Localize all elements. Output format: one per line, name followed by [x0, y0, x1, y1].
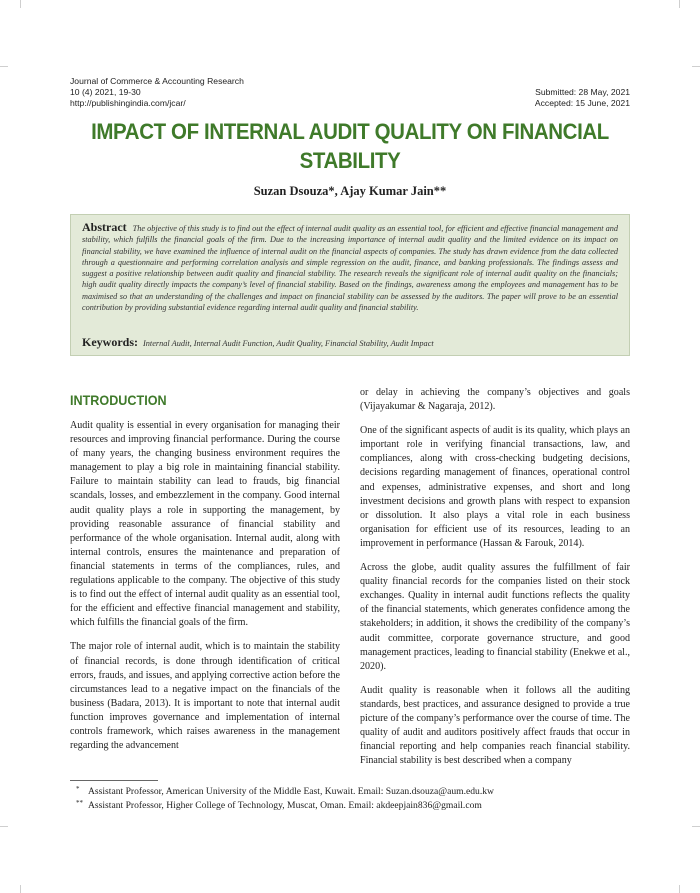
- journal-info: [70, 76, 350, 110]
- paragraph: Across the globe, audit quality assures the fulfillment of fair quality financial records for the companies listed on their stock exchanges. Quality in internal audit functions reflects the quality of the financial statements, which generates confidence among the stakeholders; in addition, it shows the credibility of the company’s audit committee, corporate governance structure, and good management practices, leading to financial stability (Enekwe et al., 2020).: [360, 562, 630, 672]
- abstract-label: Abstract: [82, 220, 127, 234]
- crop-mark: [679, 0, 680, 8]
- submission-dates: [430, 87, 630, 109]
- journal-issue: 10 (4) 2021, 19-30: [70, 87, 141, 98]
- crop-mark: [20, 0, 21, 8]
- footnote-text: Assistant Professor, American University of the Middle East, Kuwait. Email: Suzan.dsouza@aum.edu.kw: [88, 786, 494, 797]
- crop-mark: [692, 66, 700, 67]
- crop-mark: [692, 826, 700, 827]
- submitted-date: Submitted: 28 May, 2021: [535, 87, 630, 97]
- paragraph: Audit quality is reasonable when it follows all the auditing standards, best practices, and assurance designed to provide a true picture of the company’s performance over the course of time. The quality of audit and auditors positively affect frauds that occur in financial reporting and help companies reach financial stability. Financial stability is best described when a company: [360, 684, 630, 767]
- footnote-mark: *: [76, 785, 80, 793]
- footnote: [70, 799, 630, 813]
- abstract: [82, 222, 618, 313]
- keywords-text: Internal Audit, Internal Audit Function, Audit Quality, Financial Stability, Audit Impact: [143, 339, 434, 348]
- paper-title: [80, 117, 619, 175]
- keywords: [82, 335, 618, 350]
- author-list: Suzan Dsouza*, Ajay Kumar Jain**: [253, 184, 447, 198]
- paragraph: Audit quality is essential in every organisation for managing their resources and improving financial performance. During the course of many years, the changing business environment requires the management to play a big role in maintaining financial stability. Failure to maintain stability can lead to frauds, big financial scandals, losses, and embezzlement in the company. Good internal audit quality plays a role in supporting the management, by providing reasonable assurance of financial stability and performance of the whole organisation. Internal audit, along with internal controls, ensures the maintenance and preparation of financial statements in terms of the compliances, rules, and regulations applicable to the company. The objective of this study is to find out the effect of internal audit quality as an essential tool, for the efficient and effective financial management and stability, which fulfills the financial goals of the firm.: [70, 420, 340, 629]
- footnote: [70, 785, 630, 799]
- keywords-label: Keywords:: [82, 335, 138, 349]
- crop-mark: [0, 66, 8, 67]
- section-heading: INTRODUCTION: [70, 392, 167, 408]
- title-line: STABILITY: [299, 148, 401, 173]
- journal-name: Journal of Commerce & Accounting Research: [70, 76, 244, 86]
- footnote-mark: **: [76, 799, 83, 807]
- paragraph: One of the significant aspects of audit is its quality, which plays an important role in verifying financial transactions, law, and compliances, along with cross-checking budgeting decisions, decisions regarding management of finances, operational control and expenses, administrative expenses, and short and long investment decisions and growth plans with respect to expansion or dissolution. It also plays a vital role in each business organisation for efficient use of its resources, leading to an improvement in performance (Hassan & Farouk, 2014).: [360, 425, 630, 549]
- footnote-divider: [70, 780, 158, 781]
- journal-url[interactable]: http://publishingindia.com/jcar/: [70, 98, 186, 109]
- crop-mark: [20, 885, 21, 893]
- crop-mark: [679, 885, 680, 893]
- paragraph: or delay in achieving the company’s objectives and goals (Vijayakumar & Nagaraja, 2012).: [360, 387, 630, 413]
- title-line: IMPACT OF INTERNAL AUDIT QUALITY ON FINANCIAL: [91, 119, 609, 144]
- accepted-date: Accepted: 15 June, 2021: [534, 98, 630, 109]
- left-column: [70, 419, 340, 763]
- abstract-text: The objective of this study is to find out the effect of internal audit quality as an essential tool, for efficient and effective financial management and stability, which fulfills the financial goals of the firm. Due to the increasing importance of internal audit quality and the limited evidence on its impact on financial stability, we have examined the influence of internal audit on the financial aspects of companies. The study has drawn evidence from the data collected through a questionnaire and performing correlation analysis and simple regression on the audit, finance, and banking professionals. The findings assess and suggest a positive relationship between audit quality and financial stability. The research reveals the significant role of internal audit quality on the financials; high audit quality directly impacts the company’s level of financial stability. Based on the findings, awareness among the employees and management has to be maximised so that an understanding of the challenges and impact on financial stability can be assessed by the auditors. The paper will prove to be an essential contribution by providing substantial evidence regarding internal audit quality and financial stability.: [82, 224, 618, 313]
- paragraph: The major role of internal audit, which is to maintain the stability of financial records, is done through identification of critical errors, frauds, and issues, and applying corrective action before the circumstances lead to a negative impact on the financials of the business (Badara, 2013). It is important to note that internal audit function improves governance and implementation of internal controls framework, which raises awareness in the management regarding the advancement: [70, 641, 340, 752]
- footnote-text: Assistant Professor, Higher College of Technology, Muscat, Oman. Email: akdeepjain836@gmail.com: [88, 800, 482, 811]
- crop-mark: [0, 826, 8, 827]
- right-column: [360, 386, 630, 778]
- footnotes: [70, 785, 630, 813]
